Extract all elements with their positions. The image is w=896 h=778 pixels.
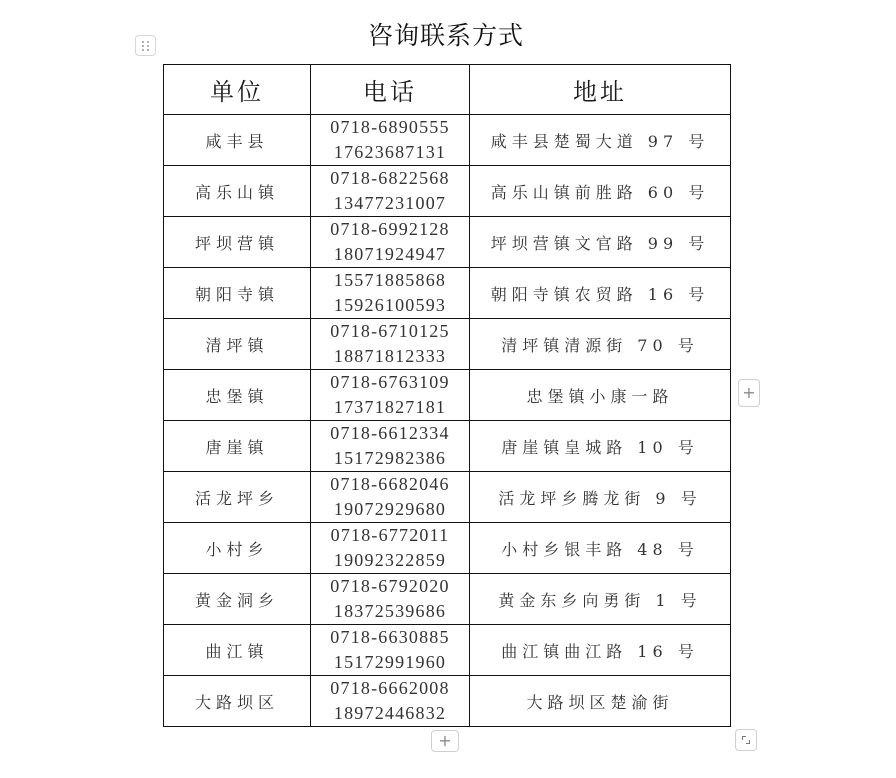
- cell-phone: [311, 625, 470, 676]
- cell-address: 清坪镇清源街 70 号: [470, 319, 731, 370]
- table-row: [164, 676, 731, 727]
- phone-mobile: 13477231007: [333, 193, 447, 213]
- phone-landline: 0718-6772011: [330, 525, 450, 545]
- phone-landline: 15571885868: [333, 270, 447, 290]
- cell-phone: [311, 268, 470, 319]
- phone-mobile: 15172982386: [333, 448, 447, 468]
- cell-phone: [311, 472, 470, 523]
- cell-phone: [311, 115, 470, 166]
- phone-landline: 0718-6612334: [330, 423, 450, 443]
- cell-phone: [311, 421, 470, 472]
- table-row: [164, 523, 731, 574]
- table-header-row: [164, 65, 731, 115]
- cell-unit: 曲江镇: [164, 625, 311, 676]
- cell-phone: [311, 319, 470, 370]
- cell-phone: [311, 166, 470, 217]
- cell-address: 活龙坪乡腾龙街 9 号: [470, 472, 731, 523]
- table-row: [164, 319, 731, 370]
- cell-unit: 朝阳寺镇: [164, 268, 311, 319]
- cell-address: 大路坝区楚渝街: [470, 676, 731, 727]
- phone-landline: 0718-6682046: [330, 474, 450, 494]
- cell-unit: 咸丰县: [164, 115, 311, 166]
- table-drag-handle[interactable]: [135, 35, 156, 56]
- table-row: [164, 217, 731, 268]
- phone-mobile: 15926100593: [333, 295, 447, 315]
- header-phone: 电话: [311, 65, 470, 115]
- table-resize-button[interactable]: [735, 729, 757, 751]
- cell-unit: 忠堡镇: [164, 370, 311, 421]
- cell-address: 黄金东乡向勇街 1 号: [470, 574, 731, 625]
- cell-address: 小村乡银丰路 48 号: [470, 523, 731, 574]
- add-row-button[interactable]: +: [431, 730, 459, 752]
- cell-unit: 坪坝营镇: [164, 217, 311, 268]
- table-row: [164, 625, 731, 676]
- cell-address: 高乐山镇前胜路 60 号: [470, 166, 731, 217]
- phone-landline: 0718-6662008: [330, 678, 450, 698]
- cell-address: 忠堡镇小康一路: [470, 370, 731, 421]
- cell-unit: 大路坝区: [164, 676, 311, 727]
- expand-corners-icon: [746, 740, 750, 744]
- cell-address: 曲江镇曲江路 16 号: [470, 625, 731, 676]
- table-row: [164, 574, 731, 625]
- cell-unit: 小村乡: [164, 523, 311, 574]
- table-row: [164, 472, 731, 523]
- document-title: 咨询联系方式: [367, 21, 524, 50]
- contacts-table: [163, 64, 731, 727]
- add-column-button[interactable]: +: [738, 379, 760, 407]
- cell-address: 咸丰县楚蜀大道 97 号: [470, 115, 731, 166]
- cell-address: 唐崖镇皇城路 10 号: [470, 421, 731, 472]
- phone-mobile: 19092322859: [333, 550, 447, 570]
- phone-mobile: 15172991960: [333, 652, 447, 672]
- cell-address: 朝阳寺镇农贸路 16 号: [470, 268, 731, 319]
- cell-phone: [311, 217, 470, 268]
- cell-unit: 活龙坪乡: [164, 472, 311, 523]
- table-row: [164, 115, 731, 166]
- cell-phone: [311, 370, 470, 421]
- table-row: [164, 370, 731, 421]
- phone-landline: 0718-6792020: [330, 576, 450, 596]
- phone-mobile: 18372539686: [333, 601, 447, 621]
- phone-landline: 0718-6763109: [330, 372, 450, 392]
- cell-phone: [311, 523, 470, 574]
- phone-mobile: 19072929680: [333, 499, 447, 519]
- phone-landline: 0718-6822568: [330, 168, 450, 188]
- cell-unit: 清坪镇: [164, 319, 311, 370]
- header-unit: 单位: [164, 65, 311, 115]
- grip-dots-icon: [142, 41, 150, 51]
- cell-phone: [311, 574, 470, 625]
- phone-landline: 0718-6890555: [330, 117, 450, 137]
- phone-landline: 0718-6630885: [330, 627, 450, 647]
- phone-mobile: 17371827181: [333, 397, 447, 417]
- phone-landline: 0718-6992128: [330, 219, 450, 239]
- table-row: [164, 166, 731, 217]
- phone-mobile: 18071924947: [333, 244, 447, 264]
- header-address: 地址: [470, 65, 731, 115]
- table-row: [164, 268, 731, 319]
- phone-mobile: 18871812333: [333, 346, 447, 366]
- cell-phone: [311, 676, 470, 727]
- phone-mobile: 17623687131: [333, 142, 447, 162]
- cell-address: 坪坝营镇文官路 99 号: [470, 217, 731, 268]
- phone-landline: 0718-6710125: [330, 321, 450, 341]
- cell-unit: 高乐山镇: [164, 166, 311, 217]
- table-row: [164, 421, 731, 472]
- cell-unit: 唐崖镇: [164, 421, 311, 472]
- phone-mobile: 18972446832: [333, 703, 447, 723]
- cell-unit: 黄金洞乡: [164, 574, 311, 625]
